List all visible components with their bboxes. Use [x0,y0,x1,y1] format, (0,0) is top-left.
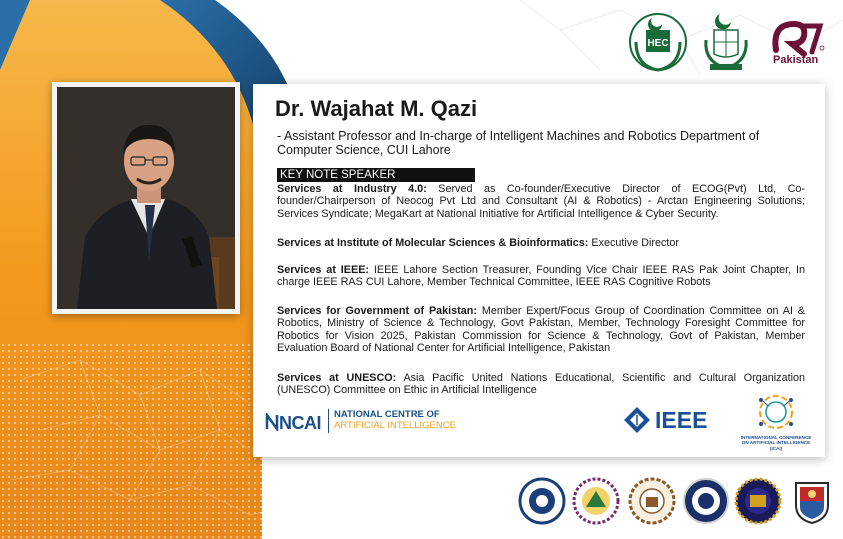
section-text: Asia Pacific United Nations Educational, Scientific and Cultural Organization (UNESCO) Committee on Ethic in Artificial Intelligence [277,372,805,397]
section-molecular [277,237,805,249]
ieee-logo [623,406,729,432]
section-heading: Services for Government of Pakistan: [277,305,477,317]
speaker-role: - Assistant Professor and In-charge of Intelligent Machines and Robotics Department of Computer Science, CUI Lahore [277,129,760,157]
section-heading: Services at IEEE: [277,264,369,276]
ncai-mark-icon [265,413,279,431]
section-heading: Services at Institute of Molecular Sciences & Bioinformatics: [277,237,589,249]
section-industry [277,183,805,220]
icai-logo [739,390,813,452]
section-unesco [277,372,805,397]
section-text: Member Expert/Focus Group of Coordination Committee on AI & Robotics, Ministry of Science & Technology, Govt Pakistan, Member, Technology Foresight Committee for Robotics for Vision 2025, Pakistan Commission for Science & Technology, Govt of Pakistan, Member Evaluation Board of National Center for Artificial Intelligence, Pakistan [277,305,805,355]
ras-pakistan-logo [770,18,828,58]
ncai-short-name: NCAI [279,413,321,433]
section-heading: Services at Industry 4.0: [277,183,427,195]
university-seal-4-icon [682,477,730,525]
speaker-photo [57,87,235,309]
keynote-badge: KEY NOTE SPEAKER [277,168,475,182]
speaker-photo-frame [52,82,240,314]
section-ieee [277,264,805,289]
section-government [277,305,805,355]
ncai-line-2: ARTIFICIAL INTELLIGENCE [334,420,456,431]
section-text: Served as Co-founder/Executive Director of ECOG(Pvt) Ltd, Co-founder/Chairperson of Neocog Pvt Ltd and Consultant (AI & Robotics) - Arctan Engineering Solutions; Services Syndicate; MegaKart at National Initiative for Artificial Intelligence & Cyber Security. [277,183,805,220]
university-seal-5-icon [734,477,782,525]
icai-circuit-icon [755,390,797,434]
speaker-name: Dr. Wajahat M. Qazi [275,96,478,121]
section-text: Executive Director [591,237,680,249]
icai-line-1: INTERNATIONAL CONFERENCE [740,435,812,440]
svg-text:HEC: HEC [647,38,669,49]
icai-caption [739,435,813,451]
ncai-logo [265,407,465,437]
section-text: IEEE Lahore Section Treasurer, Founding Vice Chair IEEE RAS Pak Joint Chapter, In charge IEEE RAS CUI Lahore, Member Technical Committee, IEEE RAS Cognitive Robots [277,264,805,289]
ieee-wordmark: IEEE [655,407,708,433]
university-crest-6-icon [788,477,836,525]
hec-logo [628,8,688,72]
ncai-full-name [334,409,456,431]
university-seal-2-icon [572,477,620,525]
speaker-card [253,84,825,457]
ras-pakistan-label: Pakistan [773,54,819,66]
ncai-line-1: NATIONAL CENTRE OF [334,409,440,420]
ncai-divider [328,409,329,433]
university-seal-1-icon [518,477,566,525]
university-seal-3-icon [628,477,676,525]
pakistan-emblem-logo [700,10,752,72]
section-heading: Services at UNESCO: [277,372,397,384]
ieee-diamond-icon [623,406,651,434]
icai-line-2: ON ARTIFICIAL INTELLIGENCE (ICAI) [741,440,811,451]
